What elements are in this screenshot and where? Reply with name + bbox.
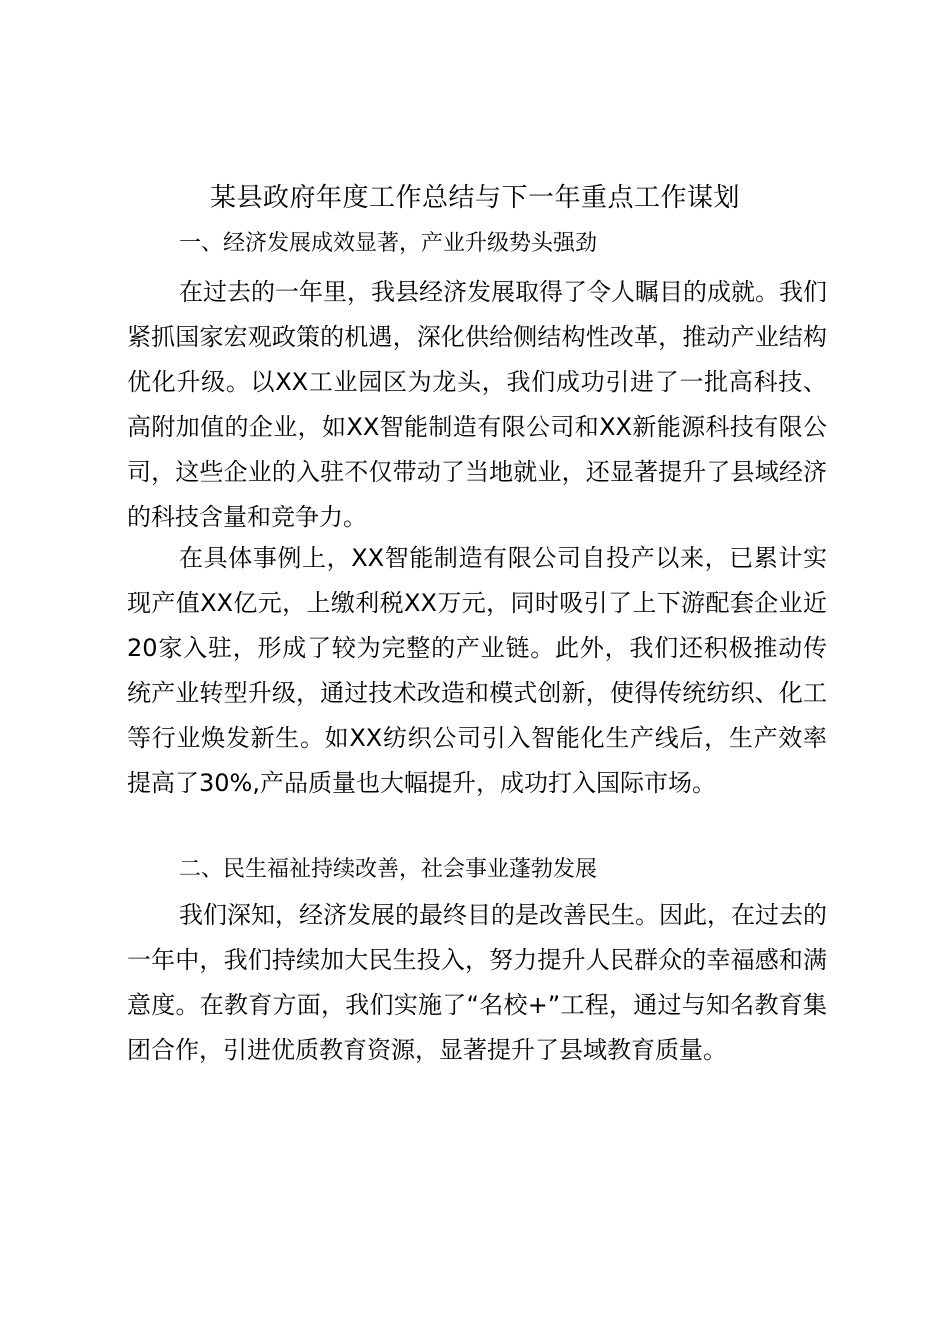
section-2-heading: 二、民生福祉持续改善，社会事业蓬勃发展 [179,857,598,882]
document-title: 某县政府年度工作总结与下一年重点工作谋划 [209,183,740,213]
section-1-paragraph-2: 在具体事例上，XX智能制造有限公司自投产以来，已累计实现产值XX亿元，上缴利税XX万元，同时吸引了上下游配套企业近20家入驻，形成了较为完整的产业链。此外，我们还积极推动传统产业转型升级，通过技术改造和模式创新，使得传统纺织、化工等行业焕发新生。如XX纺织公司引入智能化生产线后，生产效率提高了30%,产品质量也大幅提升，成功打入国际市场。 [127,544,827,797]
section-1-paragraph-1: 在过去的一年里，我县经济发展取得了令人瞩目的成就。我们紧抓国家宏观政策的机遇，深化供给侧结构性改革，推动产业结构优化升级。以XX工业园区为龙头，我们成功引进了一批高科技、高附加值的企业，如XX智能制造有限公司和XX新能源科技有限公司，这些企业的入驻不仅带动了当地就业，还显著提升了县域经济的科技含量和竞争力。 [127,278,827,531]
section-1-heading: 一、经济发展成效显著，产业升级势头强劲 [179,231,598,256]
section-2-paragraph-1: 我们深知，经济发展的最终目的是改善民生。因此，在过去的一年中，我们持续加大民生投入，努力提升人民群众的幸福感和满意度。在教育方面，我们实施了“名校+”工程，通过与知名教育集团合作，引进优质教育资源，显著提升了县域教育质量。 [127,901,827,1064]
